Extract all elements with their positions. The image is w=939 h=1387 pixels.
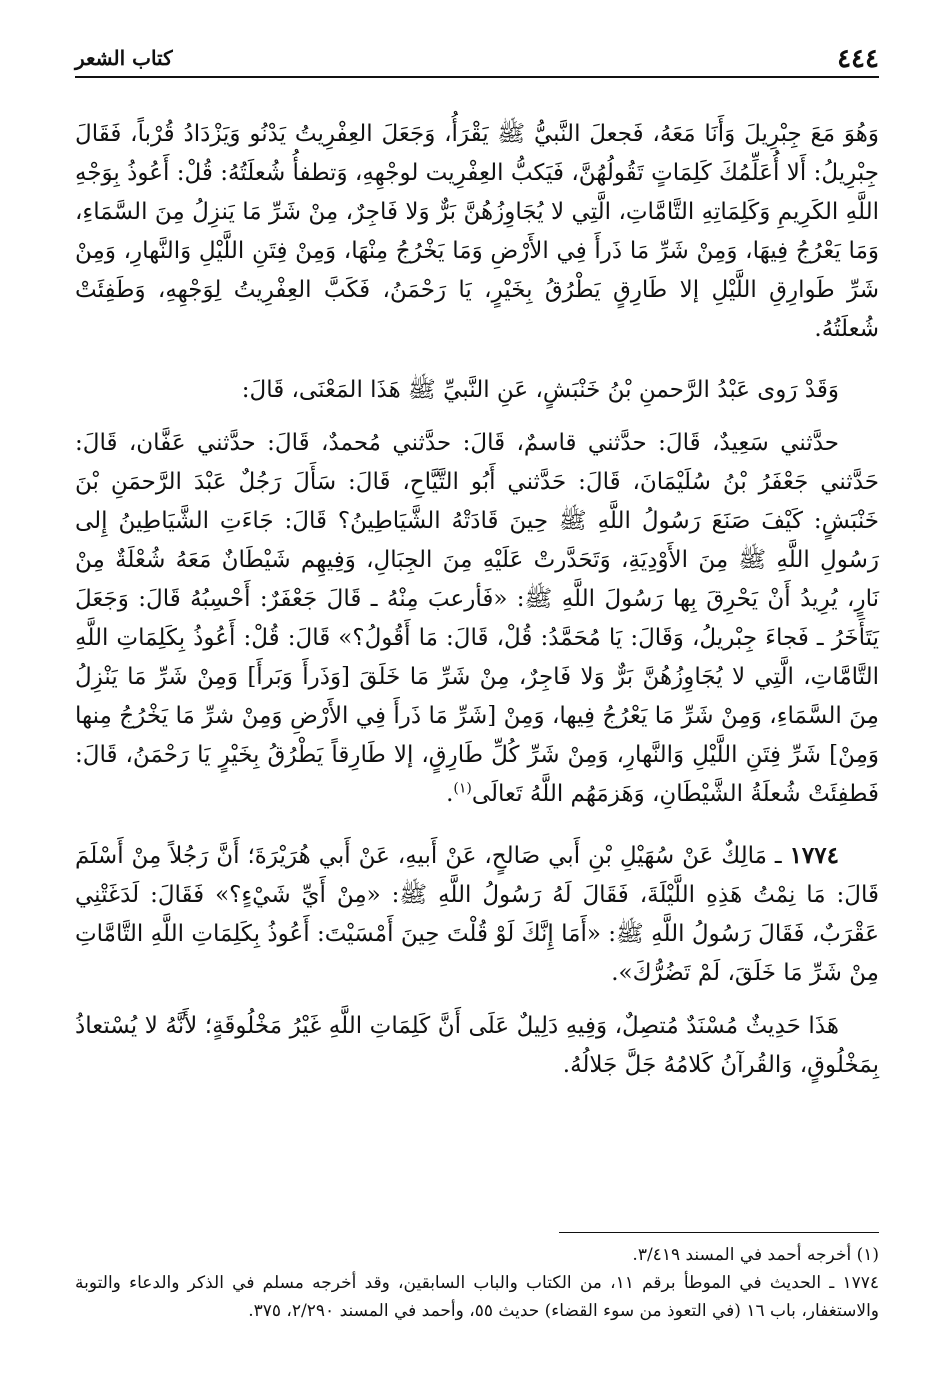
hadith-number: ١٧٧٤ xyxy=(789,842,839,869)
main-text xyxy=(75,115,879,1085)
footnote-marker: (١) xyxy=(453,780,472,797)
footnotes xyxy=(75,1232,879,1325)
paragraph-3-end: . xyxy=(446,781,454,807)
hadith-paragraph xyxy=(75,836,879,993)
running-title: كتاب الشعر xyxy=(75,46,173,70)
paragraph-3-text: حدَّثني سَعِيدٌ، قَالَ: حدَّثني قاسمٌ، قَالَ: حدَّثني مُحمدٌ، قَالَ: حدَّثني عَفَّان، قَالَ: حَدَّثني جَعْفَرُ بْنُ سُلَيْمَانَ، قَالَ: حَدَّثني أَبُو التَّيَّاحِ، قَالَ: سَأَلَ رَجُلٌ عَبْدَ الرَّحمَنِ بْنَ خَنْبَشٍ: كَيْفَ صَنَعَ رَسُولُ اللَّهِ ﷺ حِينَ قَادَتْهُ الشَّيَاطِينُ؟ قَالَ: جَاءَتِ الشَّيَاطِينُ إِلى رَسُولِ اللَّهِ ﷺ مِنَ الأَوْدِيَةِ، وَتَحَدَّرتْ عَلَيْهِ مِنَ الجِبَالِ، وَفِيهِم شَيْطَانٌ مَعَهُ شُعْلَةٌ مِنْ نَارٍ، يُرِيدُ أَنْ يَحْرِقَ بِها رَسُولَ اللَّهِ ﷺ: «فَأرعبَ مِنْهُ ـ قَالَ جَعْفَرٌ: أَحْسِبُهُ قَالَ: وَجَعَلَ يَتَأَخَرُ ـ فَجاءَ جِبْريلُ، وَقَالَ: يَا مُحَمَّدُ: قُلْ، قَالَ: مَا أَقُولُ؟» قَالَ: قُلْ: أَعُوذُ بِكَلِمَاتِ اللَّهِ التَّامَّاتِ، الَّتِي لا يُجَاوِزُهُنَّ بَرٌّ وَلا فَاجِرٌ، مِنْ شَرِّ مَا خَلَقَ [وَذَرأَ وَبَرأَ] وَمِنْ شَرِّ مَا يَنْزِلُ مِنَ السَّمَاءِ، وَمِنْ شَرِّ مَا يَعْرُجُ فِيها، وَمِنْ [شَرِّ مَا ذَرأَ فِي الأَرْضِ وَمِنْ شرِّ مَا يَخْرُجُ مِنها وَمِنْ] شَرِّ فِتَنِ اللَّيْلِ وَالنَّهارِ، وَمِنْ شَرِّ كُلِّ طَارِقٍ، إلا طَارِقاً يَطْرُقُ بِخَيْرٍ يَا رَحْمَنُ، قَالَ: فَطفِئَتْ شُعلَةُ الشَّيْطَانِ، وَهَزمَهُم اللَّهُ تَعالَى xyxy=(75,430,879,807)
paragraph-3 xyxy=(75,424,879,814)
hadith-text: ـ مَالِكٌ عَنْ سُهَيْلِ بْنِ أَبي صَالحٍ، عَنْ أَبيهِ، عَنْ أَبي هُرَيْرَةَ؛ أَنَّ رَجُلاً مِنْ أَسْلَمَ قَالَ: مَا نِمْتُ هَذِهِ اللَّيْلَةَ، فَقَالَ لَهُ رَسُولُ اللَّهِ ﷺ: «مِنْ أَيِّ شَيْءٍ؟» فَقَالَ: لَدَغَتْنِي عَقْرَبٌ، فَقَالَ رَسُولُ اللَّهِ ﷺ: «أَمَا إِنَّكَ لَوْ قُلْتَ حِينَ أَمْسَيْتَ: أَعُوذُ بِكَلِمَاتِ اللَّهِ التَّامَّاتِ مِنْ شَرِّ مَا خَلَقَ، لَمْ تَضُرُّكَ». xyxy=(75,843,879,986)
paragraph-1: وَهُوَ مَعَ جِبْرِيلَ وَأَنَا مَعَهُ، فَجعلَ النَّبيُّ ﷺ يَقْرَأُ، وَجَعَلَ العِفْرِيتُ يَدْنُو وَيَزْدَادُ قُرْباً، فَقَالَ جِبْرِيلُ: أَلا أُعَلِّمُكَ كَلِمَاتٍ تَقُولُهُنَّ، فَيَكبُّ العِفْرِيت لوجْهِهِ، وَتطفأُ شُعلَتُهُ: قُلْ: أَعُوذُ بِوَجْهِ اللَّهِ الكَرِيمِ وَكَلِمَاتِهِ التَّامَّاتِ، الَّتِي لا يُجَاوِزُهُنَّ بَرٌّ وَلا فَاجِرٌ، مِنْ شَرِّ مَا يَنزِلُ مِنَ السَّمَاءِ، وَمَا يَعْرُجُ فِيهَا، وَمِنْ شَرِّ مَا ذَرأَ فِي الأَرْضِ وَمَا يَخْرُجُ مِنْهَا، وَمِنْ فِتَنِ اللَّيْلِ وَالنَّهارِ، وَمِنْ شَرِّ طَوارِقِ اللَّيْلِ إلا طَارِقٍ يَطْرُقُ بِخَيْرٍ، يَا رَحْمَنُ، فَكَبَّ العِفْرِيتُ لِوَجْهِهِ، وَطَفِئَتْ شُعلَتُهُ. xyxy=(75,121,879,342)
footnote-2: ١٧٧٤ ـ الحديث في الموطأ برقم ١١، من الكتاب والباب السابقين، وقد أخرجه مسلم في الذكر والدعاء والتوبة والاستغفار، باب ١٦ (في التعوذ من سوء القضاء) حديث ٥٥، وأحمد في المسند ٢/٢٩٠، ٣٧٥. xyxy=(75,1273,880,1321)
footnote-1: (١) أخرجه أحمد في المسند ٣/٤١٩. xyxy=(632,1245,879,1265)
page-header xyxy=(75,44,879,78)
paragraph-2: وَقَدْ رَوى عَبْدُ الرَّحمنِ بْنُ خَنْبَشٍ، عَنِ النَّبيِّ ﷺ هَذَا المَعْنَى، قَالَ: xyxy=(241,377,839,403)
page-number: ٤٤٤ xyxy=(837,44,879,74)
footnote-divider xyxy=(559,1232,879,1233)
paragraph-5: هَذَا حَدِيثٌ مُسْنَدٌ مُتصِلٌ، وَفِيهِ دَلِيلٌ عَلَى أَنَّ كَلِمَاتِ اللَّهِ غَيْرُ مَخْلُوقَةٍ؛ لأَنَّهُ لا يُسْتعاذُ بِمَخْلُوقٍ، وَالقُرآنُ كَلامُهُ جَلَّ جَلالُهُ. xyxy=(75,1013,879,1078)
